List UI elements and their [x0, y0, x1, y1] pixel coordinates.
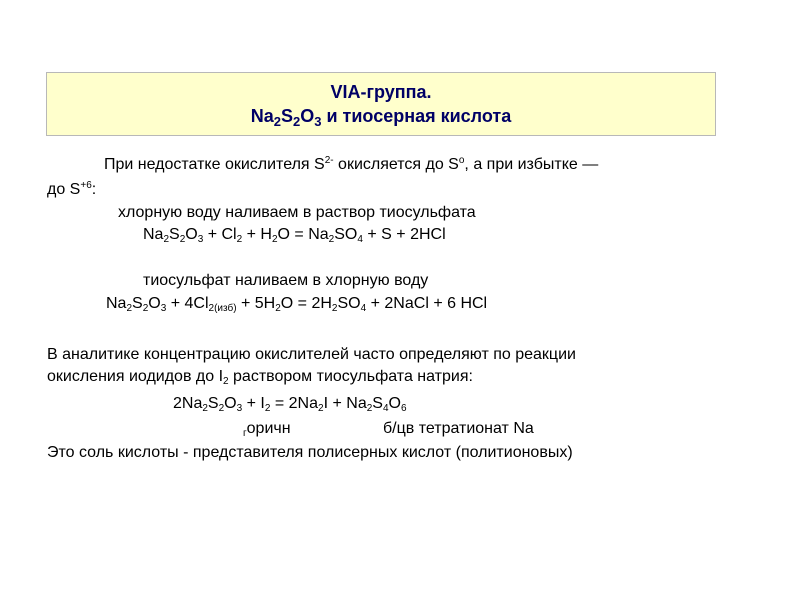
slide-title-line1: VIA-группа. [330, 82, 432, 102]
case2-label: тиосульфат наливаем в хлорную воду [143, 272, 429, 289]
case1-equation: $Na_2S_2O_3 + Cl_2 + H_2O = Na_2SO_4 + S + 2HCl$ [143, 226, 446, 245]
analytics-color-note-left: $_г$оричн [243, 420, 291, 439]
analytics-equation: $2Na_2S_2O_3 + I_2 = 2Na_2I + Na_2S_4O_6$ [173, 395, 407, 414]
intro-line2: до $S^{+6}$: [47, 180, 97, 198]
slide-title-line2: $Na_2S_2O_3$ и тиосерная кислота [250, 106, 512, 129]
slide-title-box [46, 72, 716, 136]
analytics-color-note-right: б/цв тетратионат Na [383, 420, 534, 437]
analytics-line1: В аналитике концентрацию окислителей часто определяют по реакции [47, 346, 576, 363]
analytics-conclusion: Это соль кислоты - представителя полисерных кислот (политионовых) [47, 444, 573, 461]
case1-label: хлорную воду наливаем в раствор тиосульфата [118, 204, 476, 221]
intro-line1: При недостатке окислителя $S^{2-}$ окисляется до $S^o$, а при избытке — [104, 155, 599, 173]
analytics-line2: окисления иодидов до $I_2$ раствором тиосульфата натрия: [47, 368, 473, 387]
case2-equation: $Na_2S_2O_3 + 4Cl_{2(изб)} + 5H_2O = 2H_2SO_4$ + 2NaCl + 6 HCl [106, 295, 488, 314]
